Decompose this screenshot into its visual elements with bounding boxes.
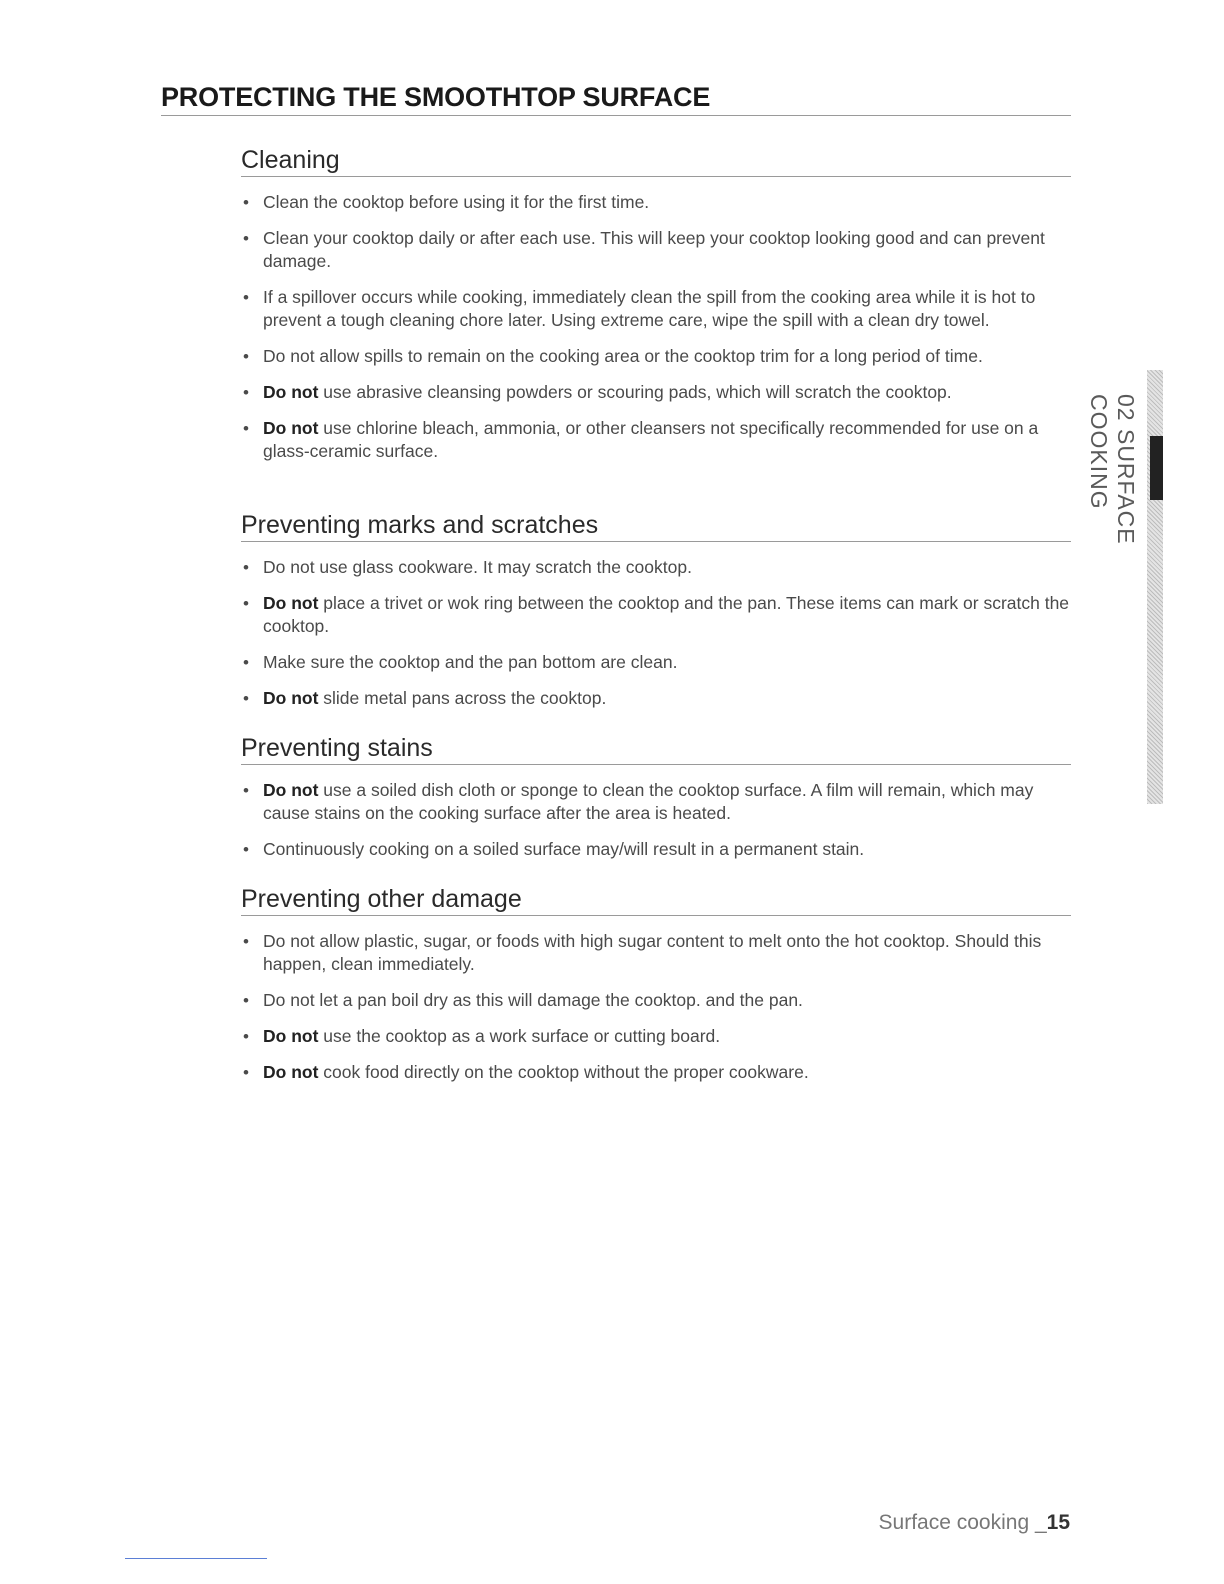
page-footer: [879, 1511, 1070, 1535]
list-item: [241, 592, 1071, 638]
item-text: Clean your cooktop daily or after each use. This will keep your cooktop looking good and can prevent damage.: [263, 228, 1045, 271]
item-text: cook food directly on the cooktop without the proper cookware.: [318, 1062, 809, 1082]
section-heading: Preventing marks and scratches: [241, 510, 1071, 542]
bullet-icon: •: [243, 689, 249, 708]
item-text: Do not let a pan boil dry as this will damage the cooktop. and the pan.: [263, 990, 803, 1010]
item-text: If a spillover occurs while cooking, immediately clean the spill from the cooking area while it is hot to prevent a tough cleaning chore later. Using extreme care, wipe the spill with a clean dry towel.: [263, 287, 1036, 330]
list-item: [241, 687, 1071, 710]
item-text: Do not allow spills to remain on the cooking area or the cooktop trim for a long period of time.: [263, 346, 983, 366]
emphasis-text: Do not: [263, 780, 319, 800]
item-text: place a trivet or wok ring between the cooktop and the pan. These items can mark or scratch the cooktop.: [263, 593, 1070, 636]
bullet-list: [241, 191, 1071, 463]
emphasis-text: Do not: [263, 382, 319, 402]
item-text: Continuously cooking on a soiled surface may/will result in a permanent stain.: [263, 839, 865, 859]
item-text: use the cooktop as a work surface or cutting board.: [318, 1026, 721, 1046]
list-item: [241, 381, 1071, 404]
item-text: use abrasive cleansing powders or scouring pads, which will scratch the cooktop.: [318, 382, 952, 402]
item-text: use a soiled dish cloth or sponge to clean the cooktop surface. A film will remain, which may cause stains on the cooking surface after the area is heated.: [263, 780, 1034, 823]
list-item: [241, 227, 1071, 273]
bullet-icon: •: [243, 383, 249, 402]
bullet-icon: •: [243, 347, 249, 366]
section-preventing-stains: [241, 733, 1071, 874]
section-preventing-other-damage: [241, 884, 1071, 1097]
item-text: Make sure the cooktop and the pan bottom are clean.: [263, 652, 678, 672]
bullet-icon: •: [243, 288, 249, 307]
section-heading: Preventing stains: [241, 733, 1071, 765]
emphasis-text: Do not: [263, 1026, 319, 1046]
bullet-icon: •: [243, 419, 249, 438]
emphasis-text: Do not: [263, 418, 319, 438]
bullet-icon: •: [243, 653, 249, 672]
emphasis-text: Do not: [263, 688, 319, 708]
section-cleaning: [241, 145, 1071, 476]
item-text: Do not allow plastic, sugar, or foods with high sugar content to melt onto the hot cooktop. Should this happen, clean immediately.: [263, 931, 1042, 974]
item-text: Clean the cooktop before using it for the first time.: [263, 192, 650, 212]
chapter-side-tab: [1086, 370, 1167, 804]
list-item: [241, 1061, 1071, 1084]
bottom-rule: [125, 1558, 267, 1559]
item-text: Do not use glass cookware. It may scratch the cooktop.: [263, 557, 692, 577]
emphasis-text: Do not: [263, 1062, 319, 1082]
item-text: use chlorine bleach, ammonia, or other cleansers not specifically recommended for use on a glass-ceramic surface.: [263, 418, 1039, 461]
list-item: [241, 1025, 1071, 1048]
list-item: [241, 989, 1071, 1012]
footer-label: Surface cooking _: [878, 1511, 1047, 1534]
page-number: 15: [1046, 1511, 1070, 1534]
list-item: [241, 417, 1071, 463]
list-item: [241, 191, 1071, 214]
section-heading: Cleaning: [241, 145, 1071, 177]
list-item: [241, 651, 1071, 674]
list-item: [241, 838, 1071, 861]
emphasis-text: Do not: [263, 593, 319, 613]
bullet-icon: •: [243, 781, 249, 800]
bullet-list: [241, 930, 1071, 1084]
side-tab-marker: [1150, 436, 1163, 500]
side-tab-label: 02 SURFACE COOKING: [1086, 394, 1139, 545]
page-title: PROTECTING THE SMOOTHTOP SURFACE: [161, 82, 1071, 116]
bullet-icon: •: [243, 1063, 249, 1082]
bullet-icon: •: [243, 991, 249, 1010]
list-item: [241, 556, 1071, 579]
bullet-icon: •: [243, 840, 249, 859]
list-item: [241, 345, 1071, 368]
bullet-icon: •: [243, 229, 249, 248]
bullet-icon: •: [243, 932, 249, 951]
list-item: [241, 779, 1071, 825]
item-text: slide metal pans across the cooktop.: [318, 688, 607, 708]
list-item: [241, 286, 1071, 332]
bullet-icon: •: [243, 1027, 249, 1046]
section-preventing-marks: [241, 510, 1071, 723]
list-item: [241, 930, 1071, 976]
bullet-icon: •: [243, 558, 249, 577]
bullet-list: [241, 779, 1071, 861]
bullet-icon: •: [243, 594, 249, 613]
bullet-list: [241, 556, 1071, 710]
section-heading: Preventing other damage: [241, 884, 1071, 916]
bullet-icon: •: [243, 193, 249, 212]
